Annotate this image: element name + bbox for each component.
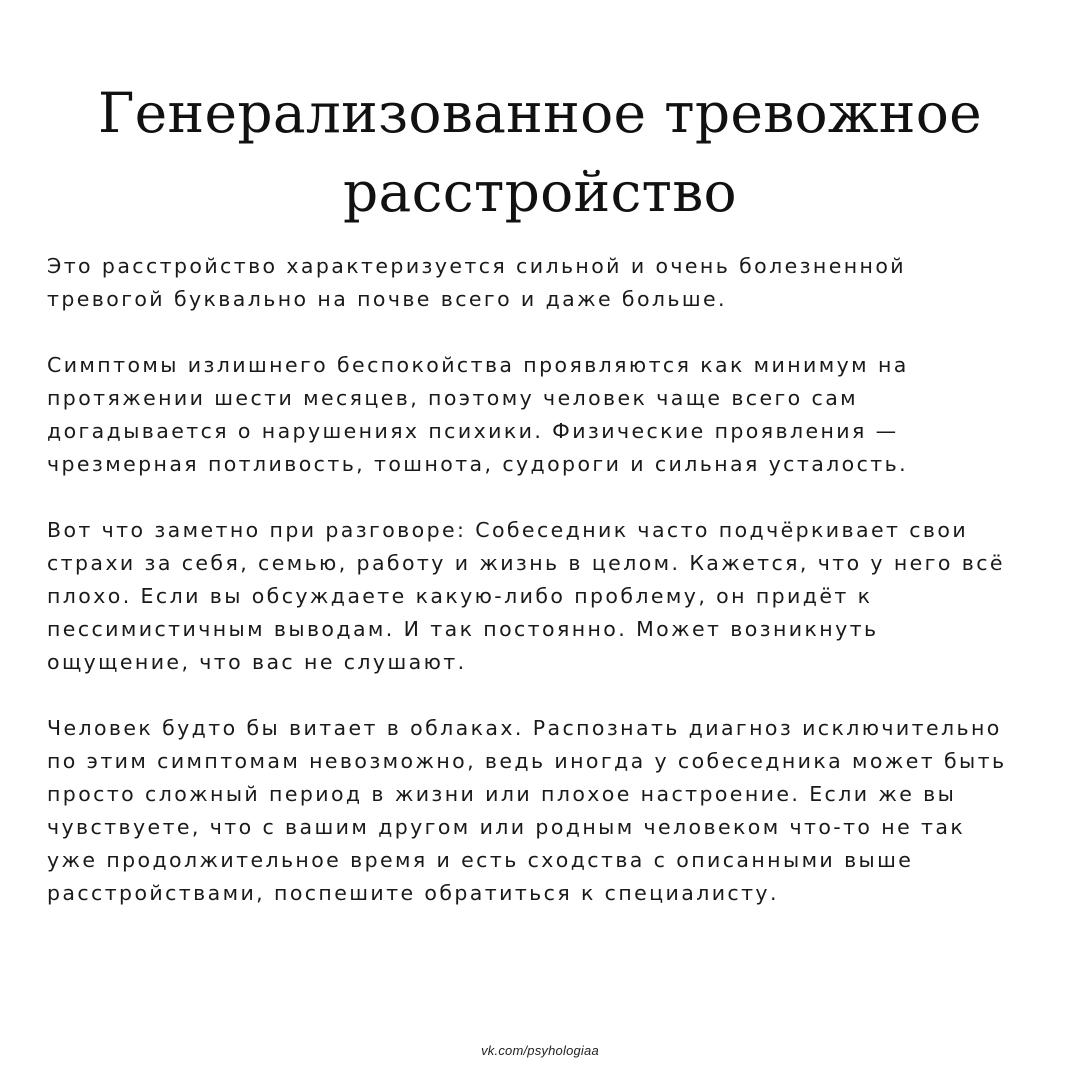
article-body — [47, 250, 1047, 943]
page-title — [0, 74, 1080, 232]
source-link[interactable]: vk.com/psyhologiaa — [481, 1043, 599, 1058]
paragraph-line: Симптомы излишнего беспокойства проявляются как минимум на — [47, 353, 909, 377]
paragraph-line: тревогой буквально на почве всего и даже больше. — [47, 287, 727, 311]
paragraph-line: уже продолжительное время и есть сходства с описанными выше — [47, 848, 914, 872]
paragraph-line: по этим симптомам невозможно, ведь иногда у собеседника может быть — [47, 749, 1007, 773]
page-title-line-2: расстройство — [343, 160, 737, 224]
paragraph-line: Это расстройство характеризуется сильной и очень болезненной — [47, 254, 907, 278]
paragraph-line: ощущение, что вас не слушают. — [47, 650, 467, 674]
paragraph-intro — [47, 250, 1047, 316]
paragraph-line: чувствуете, что с вашим другом или родным человеком что-то не так — [47, 815, 966, 839]
paragraph-line: догадывается о нарушениях психики. Физические проявления — — [47, 419, 899, 443]
paragraph-line: страхи за себя, семью, работу и жизнь в целом. Кажется, что у него всё — [47, 551, 1005, 575]
paragraph-line: просто сложный период в жизни или плохое настроение. Если же вы — [47, 782, 957, 806]
paragraph-conversation — [47, 514, 1047, 679]
paragraph-line: протяжении шести месяцев, поэтому человек чаще всего сам — [47, 386, 859, 410]
paragraph-line: расстройствами, поспешите обратиться к специалисту. — [47, 881, 779, 905]
paragraph-diagnosis — [47, 712, 1047, 910]
paragraph-line: чрезмерная потливость, тошнота, судороги и сильная усталость. — [47, 452, 909, 476]
paragraph-line: Вот что заметно при разговоре: Собеседник часто подчёркивает свои — [47, 518, 969, 542]
paragraph-line: Человек будто бы витает в облаках. Распознать диагноз исключительно — [47, 716, 1002, 740]
paragraph-line: плохо. Если вы обсуждаете какую-либо проблему, он придёт к — [47, 584, 873, 608]
page-title-line-1: Генерализованное тревожное — [97, 81, 983, 145]
paragraph-line: пессимистичным выводам. И так постоянно. Может возникнуть — [47, 617, 879, 641]
paragraph-symptoms — [47, 349, 1047, 481]
